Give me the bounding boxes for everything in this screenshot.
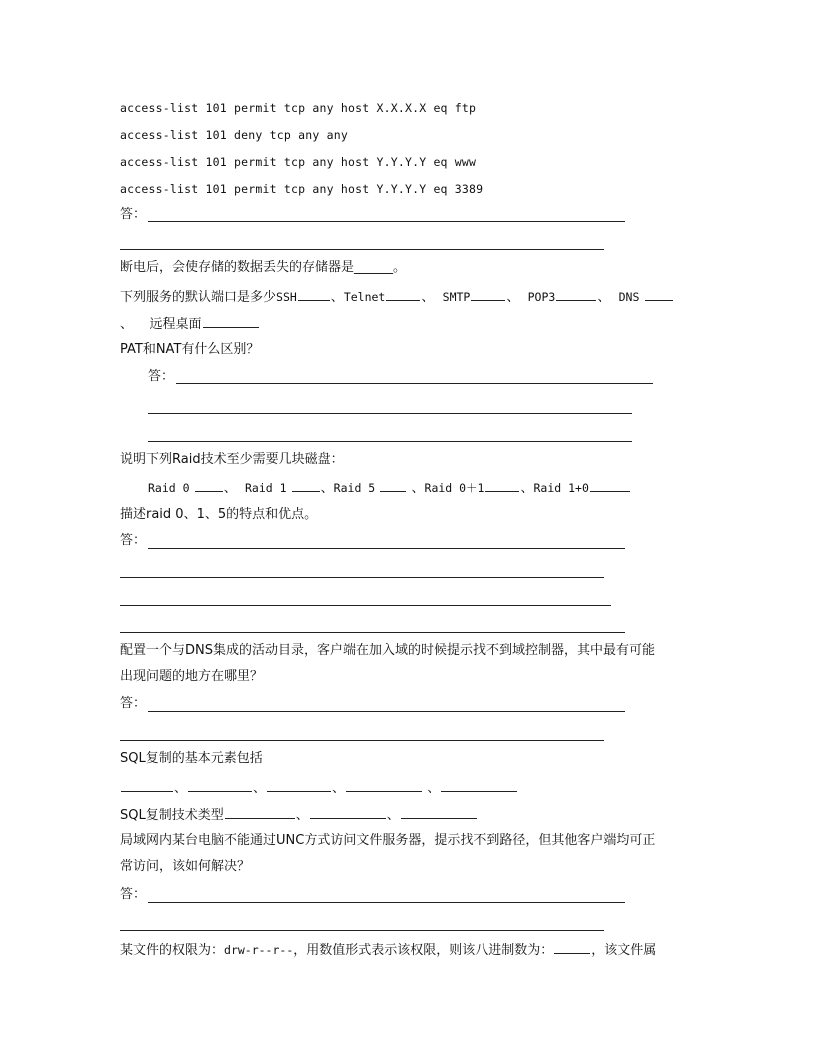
smtp-label: SMTP bbox=[442, 290, 471, 304]
sql-types-label: SQL复制技术类型 bbox=[120, 808, 224, 823]
sql-blank bbox=[441, 778, 517, 792]
question-ad-line-1: 配置一个与DNS集成的活动目录，客户端在加入域的时候提示找不到域控制器，其中最有可能 bbox=[120, 643, 655, 658]
question-permission bbox=[120, 940, 656, 960]
acl-line-2: access-list 101 deny tcp any any bbox=[120, 128, 348, 142]
answer-label: 答： bbox=[120, 207, 147, 222]
answer-label: 答： bbox=[148, 369, 175, 384]
perm-suffix: ，该文件属 bbox=[591, 943, 657, 958]
rdp-label: 远程桌面 bbox=[149, 317, 202, 332]
separator: 、 bbox=[386, 808, 400, 823]
sql-elements-blanks bbox=[120, 778, 518, 798]
question-sql-types bbox=[120, 805, 478, 825]
raid1-label: Raid 1 bbox=[244, 481, 287, 495]
separator: 、 bbox=[330, 290, 344, 305]
sql-type-blank bbox=[310, 805, 386, 819]
separator: 、 bbox=[421, 290, 435, 305]
question-ports-cont bbox=[120, 314, 260, 334]
raid0-blank bbox=[195, 478, 223, 492]
perm-string: drw-r--r-- bbox=[224, 943, 294, 957]
ssh-blank bbox=[298, 287, 330, 301]
question-pat-nat: PAT和NAT有什么区别？ bbox=[120, 342, 260, 357]
sql-type-blank bbox=[225, 805, 295, 819]
answer-label: 答： bbox=[120, 696, 147, 711]
separator: 、 bbox=[520, 481, 534, 496]
perm-middle: ，用数值形式表示该权限，则该八进制数为： bbox=[293, 943, 554, 958]
separator: 、 bbox=[120, 317, 134, 332]
answer-line bbox=[148, 902, 625, 903]
separator: 、 bbox=[597, 290, 611, 305]
answer-line bbox=[148, 711, 625, 712]
question-memory: 断电后，会使存储的数据丢失的存储器是______。 bbox=[120, 260, 407, 275]
separator: 、 bbox=[174, 781, 188, 796]
question-ad-line-2: 出现问题的地方在哪里？ bbox=[120, 669, 264, 684]
ports-prefix: 下列服务的默认端口是多少 bbox=[120, 290, 277, 305]
acl-line-4: access-list 101 permit tcp any host Y.Y.Y.Y eq 3389 bbox=[120, 182, 484, 196]
perm-prefix: 某文件的权限为： bbox=[120, 943, 225, 958]
answer-label: 答： bbox=[120, 887, 147, 902]
answer-line bbox=[148, 221, 625, 222]
raid5-label: Raid 5 bbox=[333, 481, 376, 495]
answer-line bbox=[120, 632, 625, 633]
answer-line bbox=[176, 383, 653, 384]
raid01-label: Raid 0＋1 bbox=[424, 481, 485, 495]
dns-blank bbox=[645, 287, 673, 301]
answer-line bbox=[148, 548, 625, 549]
separator: 、 bbox=[223, 481, 237, 496]
answer-line bbox=[120, 249, 604, 250]
raid0-label: Raid 0 bbox=[148, 481, 190, 495]
separator: 、 bbox=[320, 481, 334, 496]
question-raid: 说明下列Raid技术至少需要几块磁盘： bbox=[120, 452, 344, 467]
ssh-label: SSH bbox=[276, 290, 297, 304]
separator: 、 bbox=[506, 290, 520, 305]
answer-line bbox=[120, 930, 604, 931]
sql-type-blank bbox=[401, 805, 477, 819]
raid1-blank bbox=[292, 478, 320, 492]
pop3-label: POP3 bbox=[527, 290, 556, 304]
telnet-label: Telnet bbox=[343, 290, 386, 304]
sql-blank bbox=[267, 778, 331, 792]
raid01-blank bbox=[485, 478, 519, 492]
question-unc-line-2: 常访问，该如何解决？ bbox=[120, 859, 251, 874]
answer-line bbox=[120, 577, 604, 578]
raid-blanks bbox=[148, 478, 631, 498]
dns-label: DNS bbox=[618, 290, 640, 304]
pop3-blank bbox=[556, 287, 596, 301]
separator: 、 bbox=[332, 781, 346, 796]
question-ports bbox=[120, 287, 674, 307]
acl-line-3: access-list 101 permit tcp any host Y.Y.Y.Y eq www bbox=[120, 155, 477, 169]
raid10-label: Raid 1+0 bbox=[533, 481, 589, 495]
answer-line bbox=[120, 740, 604, 741]
acl-line-1: access-list 101 permit tcp any host X.X.X.X eq ftp bbox=[120, 101, 477, 115]
sql-blank bbox=[121, 778, 173, 792]
octal-blank bbox=[554, 940, 590, 954]
separator: 、 bbox=[253, 781, 267, 796]
answer-line bbox=[148, 413, 632, 414]
sql-blank bbox=[188, 778, 252, 792]
answer-line bbox=[148, 441, 632, 442]
answer-line bbox=[120, 605, 611, 606]
question-raid-desc: 描述raid 0、1、5的特点和优点。 bbox=[120, 507, 318, 522]
separator: 、 bbox=[411, 481, 425, 496]
question-unc-line-1: 局域网内某台电脑不能通过UNC方式访问文件服务器，提示找不到路径，但其他客户端均可正 bbox=[120, 833, 656, 848]
sql-blank bbox=[346, 778, 422, 792]
separator: 、 bbox=[427, 781, 441, 796]
question-sql-elements: SQL复制的基本元素包括 bbox=[120, 751, 263, 766]
rdp-blank bbox=[203, 314, 259, 328]
raid10-blank bbox=[590, 478, 630, 492]
separator: 、 bbox=[295, 808, 309, 823]
telnet-blank bbox=[386, 287, 420, 301]
answer-label: 答： bbox=[120, 533, 147, 548]
raid5-blank bbox=[380, 478, 406, 492]
smtp-blank bbox=[471, 287, 505, 301]
